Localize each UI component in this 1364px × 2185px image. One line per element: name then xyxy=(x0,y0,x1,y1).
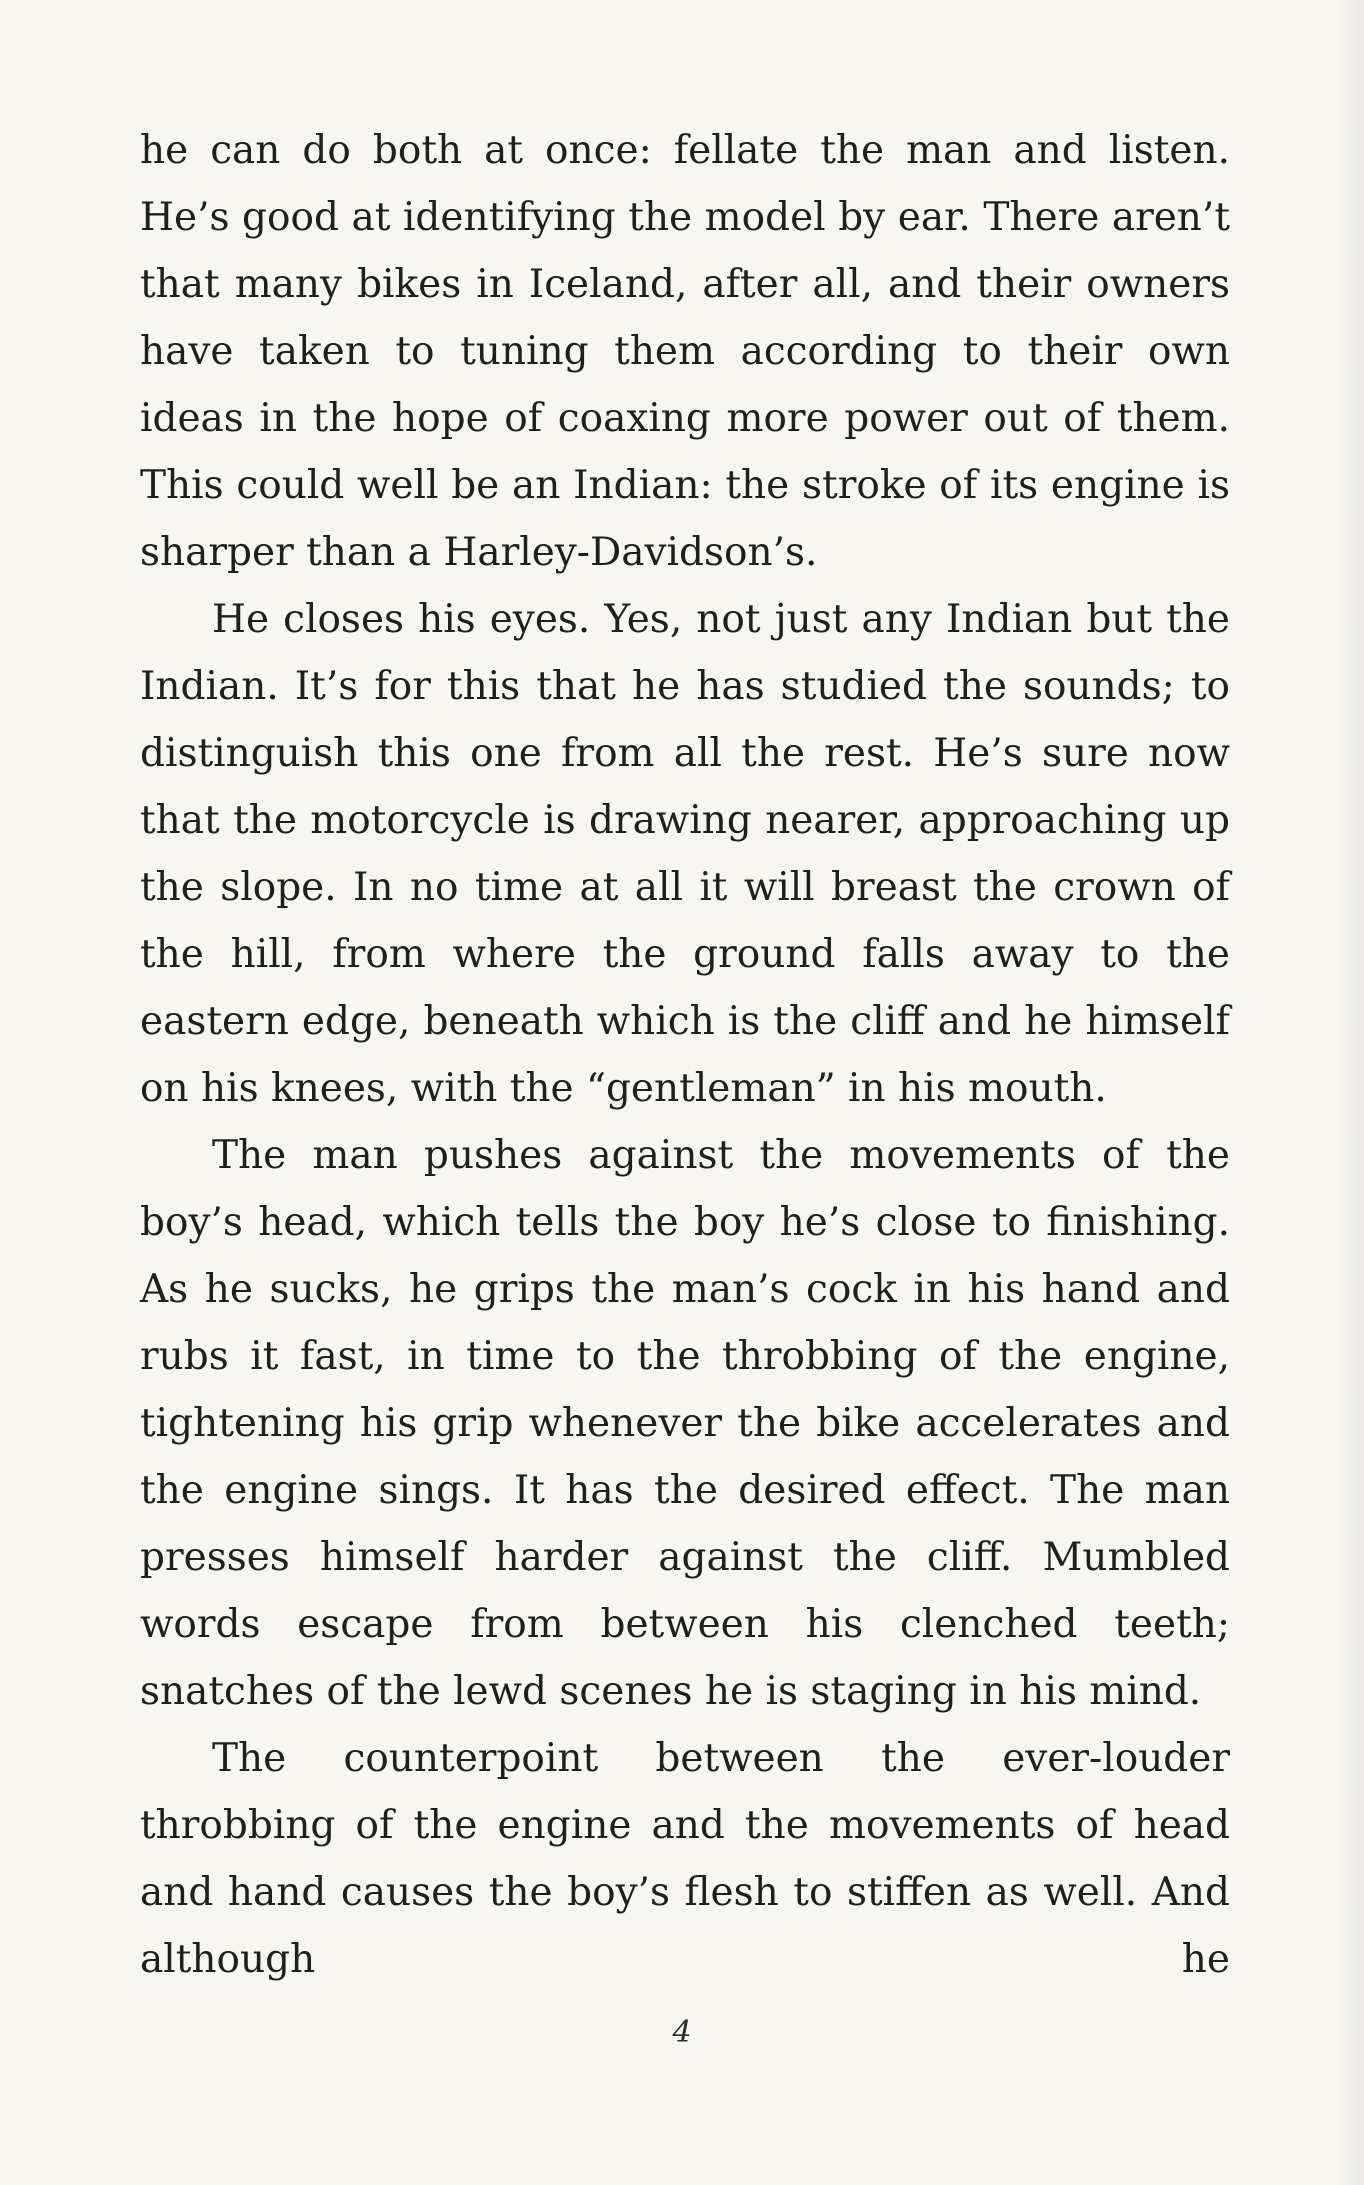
paragraph-1: he can do both at once: fellate the man and listen. He’s good at identifying the model by ear. There aren’t that many bikes in Iceland, after all, and their owners have taken to tuning them according to their own ideas in the hope of coaxing more power out of them. This could well be an Indian: the stroke of its engine is sharper than a Harley-Davidson’s. xyxy=(140,128,1230,575)
paragraph-4: The counterpoint between the ever-louder throbbing of the engine and the movements of head and hand causes the boy’s flesh to stiffen as well. And although he xyxy=(140,1736,1230,1982)
page-edge-shadow xyxy=(1336,0,1364,2185)
paragraph-2: He closes his eyes. Yes, not just any Indian but the Indian. It’s for this that he has studied the sounds; to distinguish this one from all the rest. He’s sure now that the motorcycle is drawing nearer, approaching up the slope. In no time at all it will breast the crown of the hill, from where the ground falls away to the eastern edge, beneath which is the cliff and he himself on his knees, with the “gentleman” in his mouth. xyxy=(140,597,1230,1111)
body-text xyxy=(140,117,1230,1993)
page-number: 4 xyxy=(672,2015,692,2050)
paragraph-3: The man pushes against the movements of the boy’s head, which tells the boy he’s close to finishing. As he sucks, he grips the man’s cock in his hand and rubs it fast, in time to the throbbing of the engine, tightening his grip whenever the bike accelerates and the engine sings. It has the desired effect. The man presses himself harder against the cliff. Mumbled words escape from between his clenched teeth; snatches of the lewd scenes he is staging in his mind. xyxy=(140,1133,1230,1714)
